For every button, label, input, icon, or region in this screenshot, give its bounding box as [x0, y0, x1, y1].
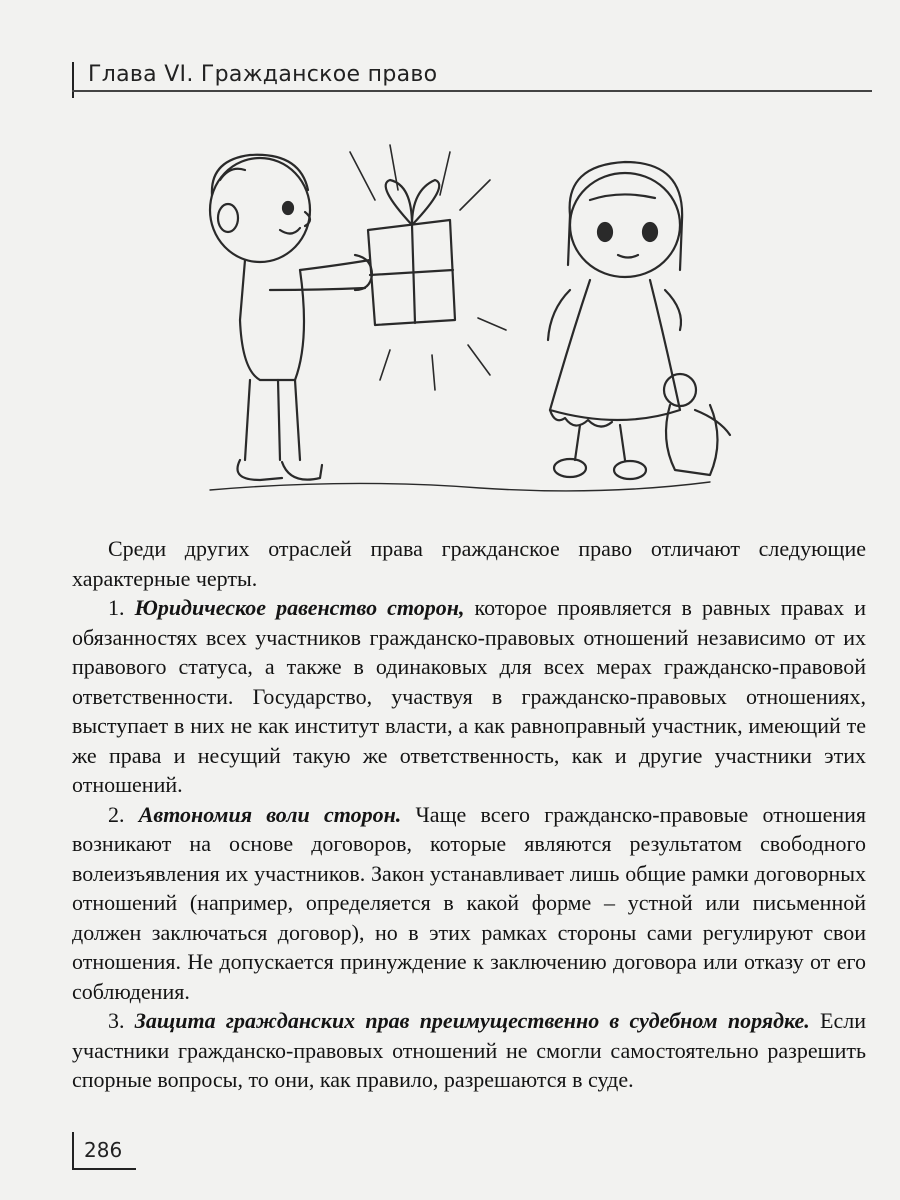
- burst-lines: [350, 145, 506, 390]
- intro-paragraph: Среди других отраслей права гражданское право отличают следующие характерные черты.: [72, 536, 866, 591]
- doll: [664, 374, 730, 475]
- list-item: 1. Юридическое равенство сторон, которое проявляется в равных правах и обязанностях всех участников гражданско-правовых отношений независимо от их правового статуса, а также в одинаковых для всех мерах гражданско-правовой ответственности. Государство, участвуя в гражданско-правовых отношениях, выступает в них не как институт власти, а как равноправный участник, имеющий те же права и несущий такую же ответственность, как и другие участники этих отношений.: [72, 595, 867, 797]
- gift-box: [368, 180, 455, 325]
- item-heading: Автономия воли сторон.: [138, 801, 402, 827]
- footer-rule-vertical: [72, 1132, 74, 1168]
- children-gift-illustration: [150, 140, 750, 510]
- header-rule: [72, 90, 872, 92]
- list-item: 2. Автономия воли сторон. Чаще всего гражданско-правовые отношения возникают на основе договоров, которые являются результатом свободного волеизъявления их участников. Закон устанавливает лишь общие рамки договорных отношений (например, определяется в какой форме – устной или письменной должен заключаться договор), но в этих рамках стороны сами регулируют свои отношения. Не допускается принуждение к заключению договора или отказу от его соблюдения.: [72, 801, 866, 1004]
- page-number: 286: [84, 1138, 123, 1162]
- main-text: [72, 534, 866, 1095]
- chapter-title: Глава VI. Гражданское право: [88, 62, 438, 87]
- item-heading: Защита гражданских прав преимущественно в судебном порядке.: [134, 1008, 810, 1033]
- girl: [548, 162, 682, 479]
- header-rule-vertical: [72, 62, 74, 98]
- list-item: 3. Защита гражданских прав преимущественно в судебном порядке. Если участники гражданско-правовых отношений не смогли самостоятельно разрешить спорные вопросы, то они, как правило, разрешаются в суде.: [72, 1008, 866, 1092]
- ground-line: [210, 482, 710, 491]
- footer-rule-horizontal: [72, 1168, 136, 1170]
- boy: [210, 155, 372, 480]
- item-heading: Юридическое равенство сторон,: [134, 595, 465, 620]
